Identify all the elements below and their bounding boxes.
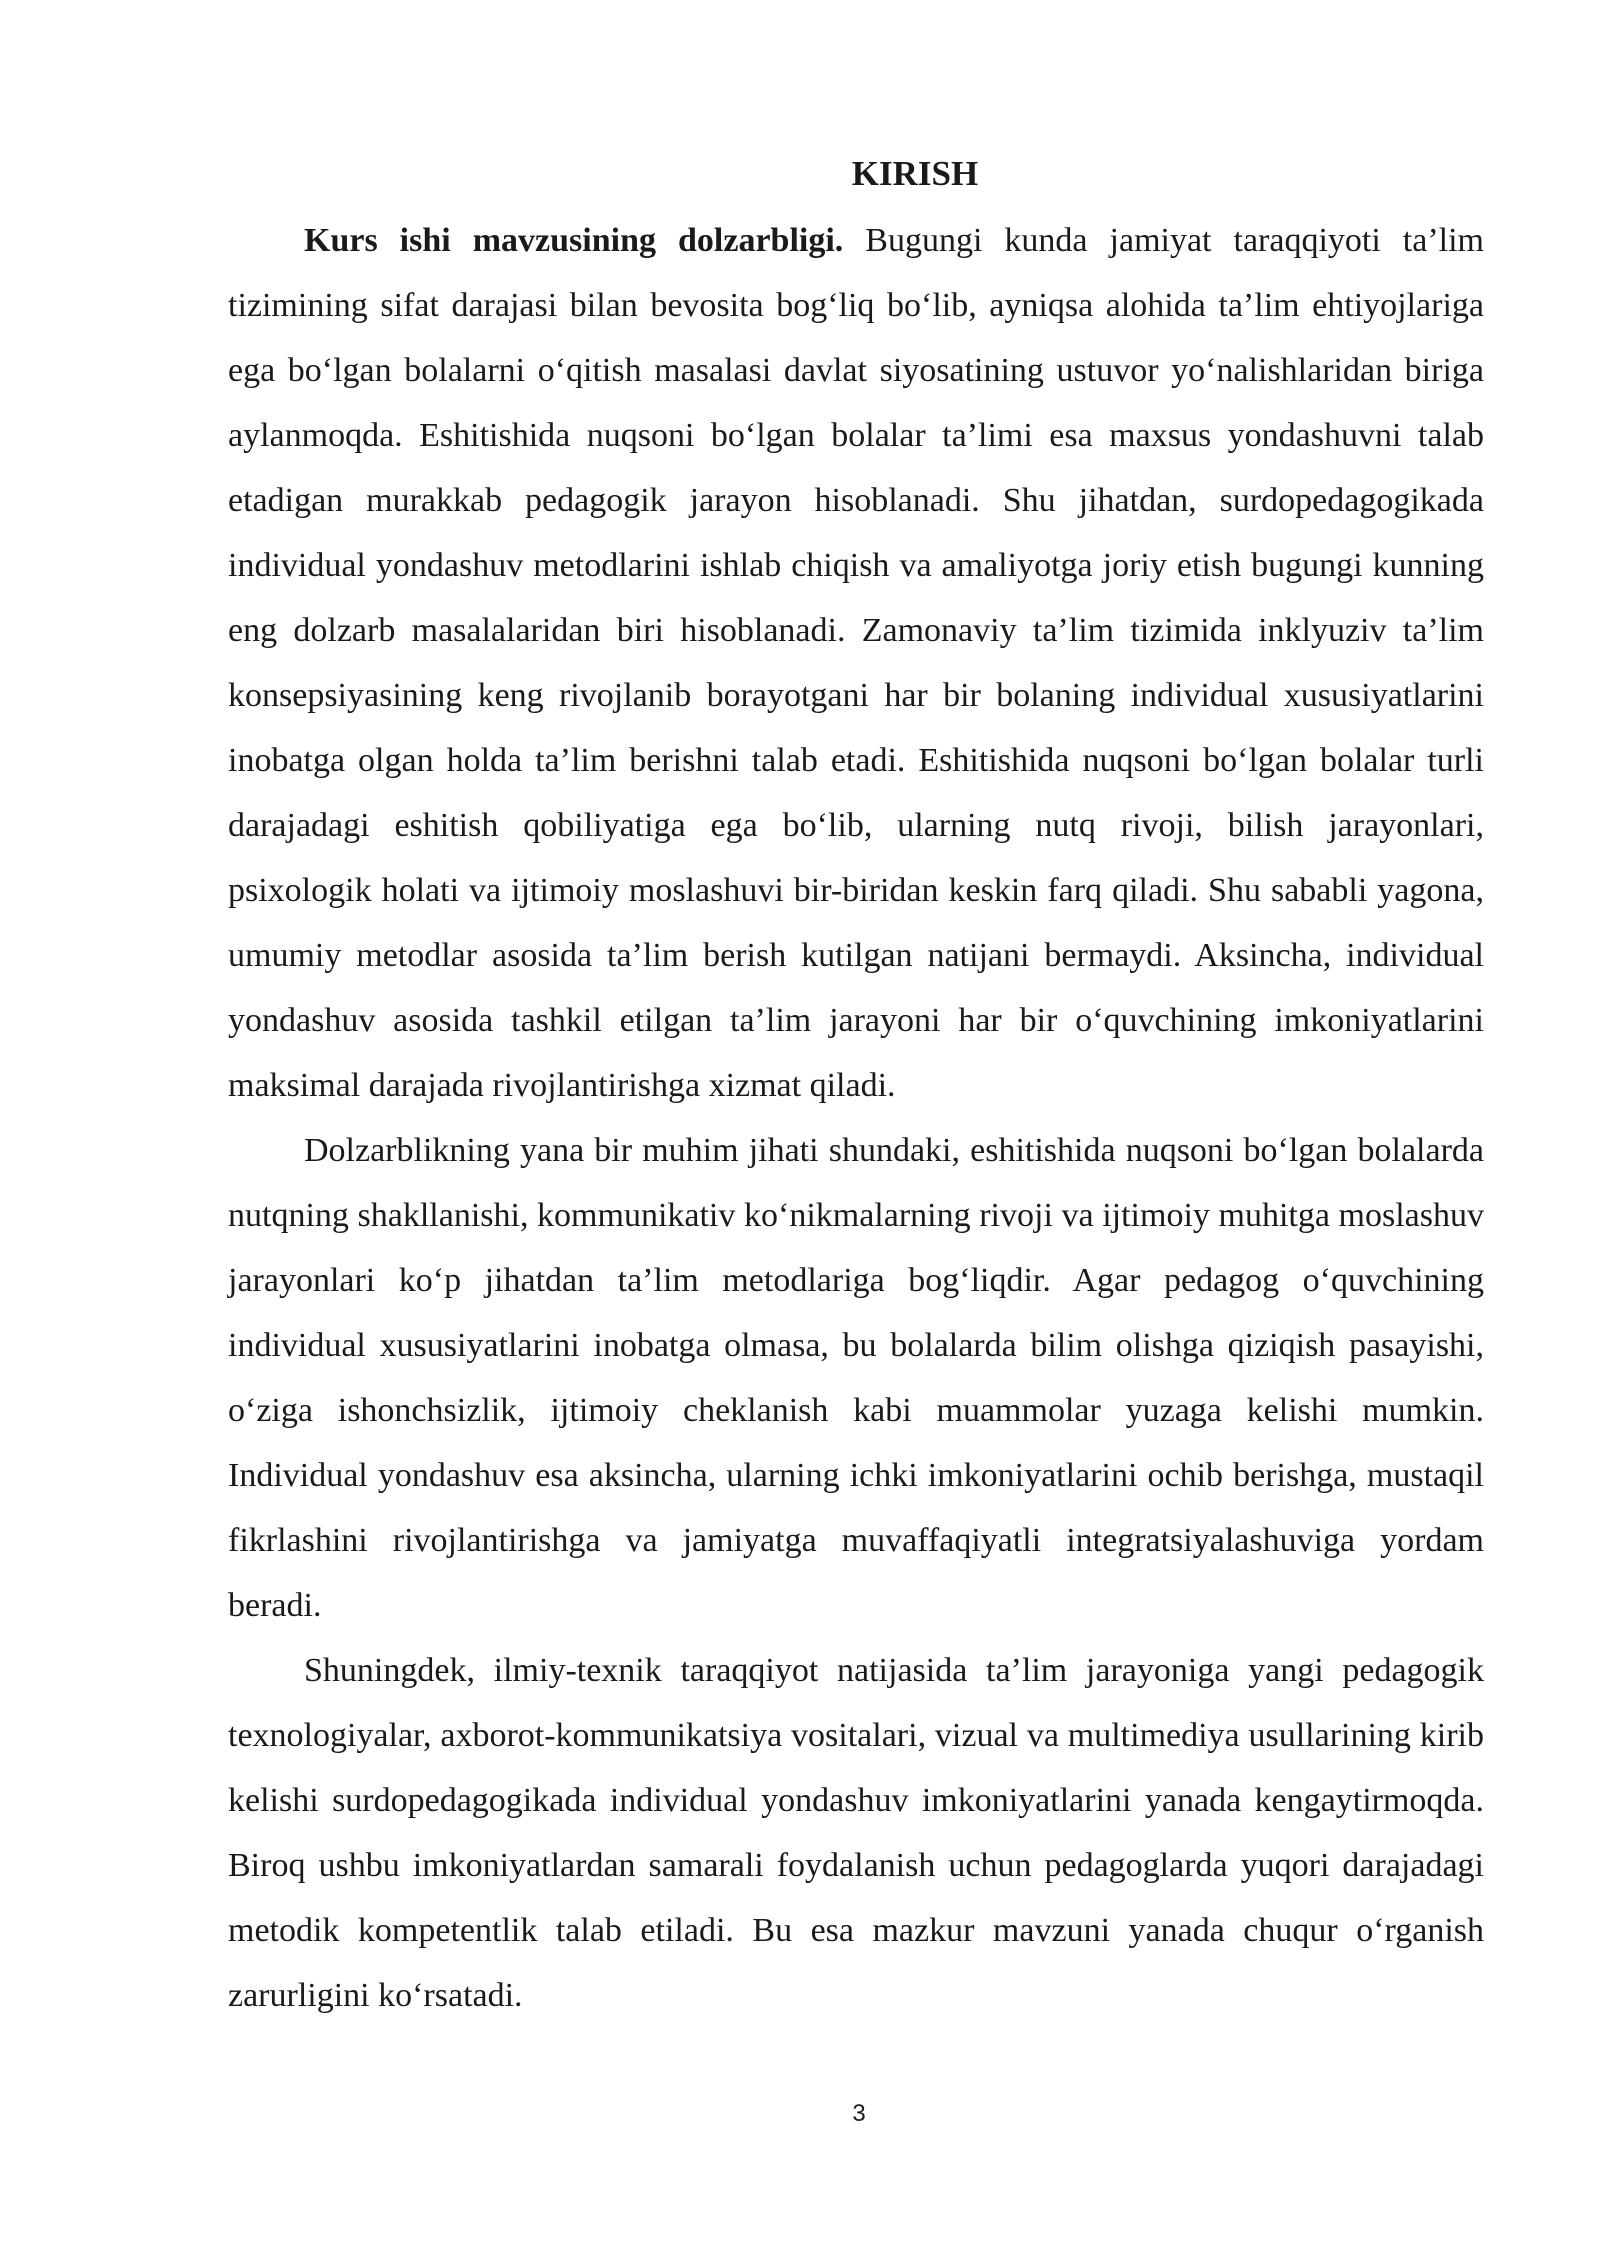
paragraph-relevance	[228, 208, 1484, 1118]
paragraph-third: Shuningdek, ilmiy-texnik taraqqiyot natijasida ta’lim jarayoniga yangi pedagogik texnologiyalar, axborot-kommunikatsiya vositalari, vizual va multimediya usullarining kirib kelishi surdopedagogikada individual yondashuv imkoniyatlarini yanada kengaytirmoqda. Biroq ushbu imkoniyatlardan samarali foydalanish uchun pedagoglarda yuqori darajadagi metodik kompetentlik talab etiladi. Bu esa mazkur mavzuni yanada chuqur o‘rganish zarurligini ko‘rsatadi.	[228, 1652, 1484, 2014]
section-title: KIRISH	[851, 154, 979, 193]
document-page	[228, 148, 1484, 2028]
paragraph-lead: Kurs ishi mavzusining dolzarbligi.	[304, 222, 844, 259]
paragraph-second: Dolzarblikning yana bir muhim jihati shundaki, eshitishida nuqsoni bo‘lgan bolalarda nutqning shakllanishi, kommunikativ ko‘nikmalarning rivoji va ijtimoiy muhitga moslashuv jarayonlari ko‘p jihatdan ta’lim metodlariga bog‘liqdir. Agar pedagog o‘quvchining individual xususiyatlarini inobatga olmasa, bu bolalarda bilim olishga qiziqish pasayishi, o‘ziga ishonchsizlik, ijtimoiy cheklanish kabi muammolar yuzaga kelishi mumkin. Individual yondashuv esa aksincha, ularning ichki imkoniyatlarini ochib berishga, mustaqil fikrlashini rivojlantirishga va jamiyatga muvaffaqiyatli integratsiyalashuviga yordam beradi.	[228, 1132, 1484, 1624]
page-number: 3	[852, 2100, 866, 2127]
paragraph-text: Bugungi kunda jamiyat taraqqiyoti ta’lim tizimining sifat darajasi bilan bevosita bog‘liq bo‘lib, ayniqsa alohida ta’lim ehtiyojlariga ega bo‘lgan bolalarni o‘qitish masalasi davlat siyosatining ustuvor yo‘nalishlaridan biriga aylanmoqda. Eshitishida nuqsoni bo‘lgan bolalar ta’limi esa maxsus yondashuvni talab etadigan murakkab pedagogik jarayon hisoblanadi. Shu jihatdan, surdopedagogikada individual yondashuv metodlarini ishlab chiqish va amaliyotga joriy etish bugungi kunning eng dolzarb masalalaridan biri hisoblanadi. Zamonaviy ta’lim tizimida inklyuziv ta’lim konsepsiyasining keng rivojlanib borayotgani har bir bolaning individual xususiyatlarini inobatga olgan holda ta’lim berishni talab etadi. Eshitishida nuqsoni bo‘lgan bolalar turli darajadagi eshitish qobiliyatiga ega bo‘lib, ularning nutq rivoji, bilish jarayonlari, psixologik holati va ijtimoiy moslashuvi bir-biridan keskin farq qiladi. Shu sababli yagona, umumiy metodlar asosida ta’lim berish kutilgan natijani bermaydi. Aksincha, individual yondashuv asosida tashkil etilgan ta’lim jarayoni har bir o‘quvchining imkoniyatlarini maksimal darajada rivojlantirishga xizmat qiladi.	[228, 222, 1485, 1104]
